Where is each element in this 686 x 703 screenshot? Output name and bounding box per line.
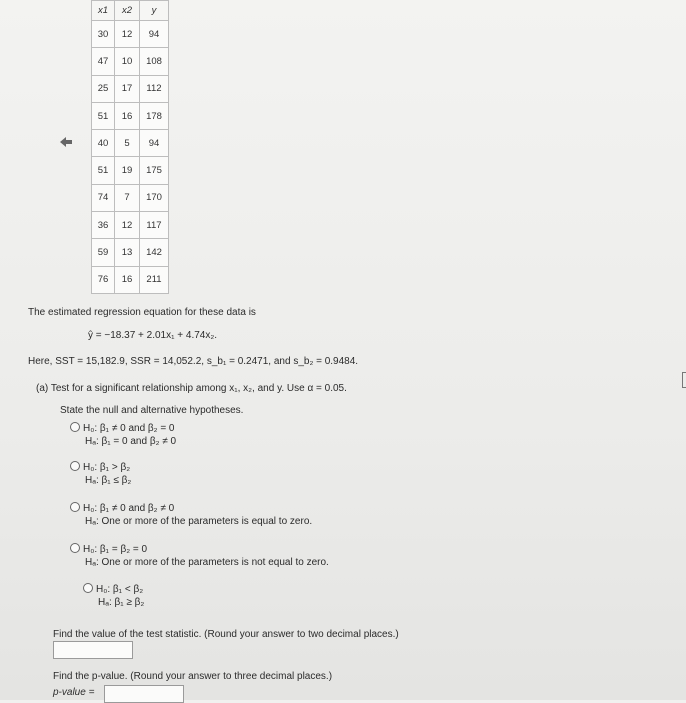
table-cell: 108 (140, 48, 169, 75)
table-cell: 51 (92, 157, 115, 184)
table-row (92, 102, 169, 129)
column-header-x2: x2 (115, 1, 140, 21)
table-cell: 175 (140, 157, 169, 184)
bracket-mark (682, 372, 686, 388)
alt-hypothesis: Hₐ: One or more of the parameters is not equal to zero. (85, 557, 329, 568)
table-cell: 10 (115, 48, 140, 75)
null-hypothesis: H₀: β₁ = β₂ = 0 (83, 544, 148, 555)
table-cell: 178 (140, 102, 169, 129)
table-row (92, 239, 169, 266)
radio-button[interactable] (70, 502, 80, 512)
column-header-x1: x1 (92, 1, 115, 21)
table-cell: 17 (115, 75, 140, 102)
table-row (92, 157, 169, 184)
part-a-question: (a) Test for a significant relationship among x₁, x₂, and y. Use α = 0.05. (36, 383, 347, 394)
table-cell: 94 (140, 130, 169, 157)
radio-button[interactable] (83, 583, 93, 593)
move-arrow-icon (60, 137, 72, 147)
table-cell: 40 (92, 130, 115, 157)
table-cell: 12 (115, 21, 140, 48)
radio-button[interactable] (70, 543, 80, 553)
intro-text: The estimated regression equation for these data is (28, 307, 256, 318)
table-cell: 47 (92, 48, 115, 75)
null-hypothesis: H₀: β₁ < β₂ (96, 584, 144, 595)
alt-hypothesis: Hₐ: β₁ ≥ β₂ (98, 597, 145, 608)
table-cell: 13 (115, 239, 140, 266)
table-cell: 30 (92, 21, 115, 48)
table-header-row (92, 1, 169, 21)
null-hypothesis: H₀: β₁ ≠ 0 and β₂ = 0 (83, 423, 175, 434)
data-table (91, 0, 169, 294)
pvalue-input[interactable] (104, 685, 184, 703)
stats-line: Here, SST = 15,182.9, SSR = 14,052.2, s_b₁ = 0.2471, and s_b₂ = 0.9484. (28, 356, 359, 367)
state-hypotheses-prompt: State the null and alternative hypotheses. (60, 405, 244, 416)
table-cell: 142 (140, 239, 169, 266)
pvalue-prompt: Find the p-value. (Round your answer to three decimal places.) (53, 671, 333, 682)
table-cell: 16 (115, 266, 140, 293)
hypothesis-option-4[interactable] (70, 543, 329, 569)
test-statistic-input[interactable] (53, 641, 133, 659)
radio-button[interactable] (70, 422, 80, 432)
pvalue-label: p-value = (53, 687, 95, 698)
null-hypothesis: H₀: β₁ ≠ 0 and β₂ ≠ 0 (83, 503, 175, 514)
hypothesis-option-3[interactable] (70, 502, 312, 528)
table-cell: 36 (92, 212, 115, 239)
table-cell: 16 (115, 102, 140, 129)
regression-equation: ŷ = −18.37 + 2.01x₁ + 4.74x₂. (88, 330, 218, 341)
table-row (92, 212, 169, 239)
table-cell: 25 (92, 75, 115, 102)
table-cell: 12 (115, 212, 140, 239)
table-cell: 94 (140, 21, 169, 48)
alt-hypothesis: Hₐ: β₁ ≤ β₂ (85, 475, 132, 486)
column-header-y: y (140, 1, 169, 21)
test-statistic-prompt: Find the value of the test statistic. (Round your answer to two decimal places.) (53, 629, 399, 640)
table-cell: 74 (92, 184, 115, 211)
table-cell: 211 (140, 266, 169, 293)
table-cell: 117 (140, 212, 169, 239)
table-row (92, 130, 169, 157)
table-row (92, 21, 169, 48)
alt-hypothesis: Hₐ: β₁ = 0 and β₂ ≠ 0 (85, 436, 177, 447)
table-cell: 19 (115, 157, 140, 184)
table-row (92, 266, 169, 293)
table-cell: 170 (140, 184, 169, 211)
radio-button[interactable] (70, 461, 80, 471)
hypothesis-option-1[interactable] (70, 422, 176, 448)
table-cell: 5 (115, 130, 140, 157)
null-hypothesis: H₀: β₁ > β₂ (83, 462, 131, 473)
hypothesis-option-5[interactable] (83, 583, 144, 609)
table-row (92, 184, 169, 211)
table-row (92, 48, 169, 75)
table-cell: 112 (140, 75, 169, 102)
table-cell: 51 (92, 102, 115, 129)
table-cell: 7 (115, 184, 140, 211)
table-cell: 59 (92, 239, 115, 266)
table-cell: 76 (92, 266, 115, 293)
hypothesis-option-2[interactable] (70, 461, 131, 487)
table-row (92, 75, 169, 102)
alt-hypothesis: Hₐ: One or more of the parameters is equal to zero. (85, 516, 313, 527)
